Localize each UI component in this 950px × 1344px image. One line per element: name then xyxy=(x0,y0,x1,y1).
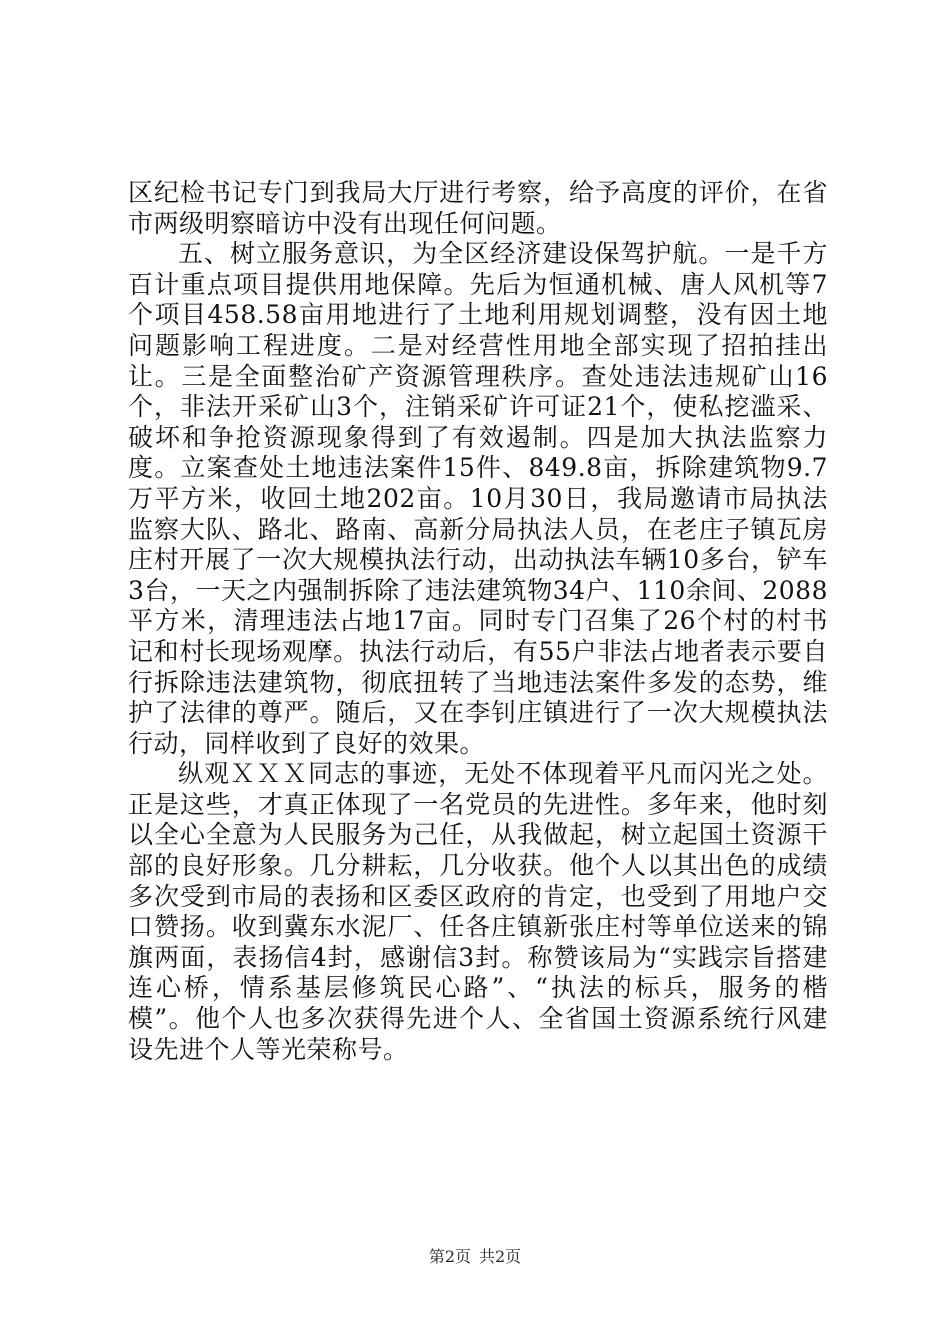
paragraph-continued: 区纪检书记专门到我局大厅进行考察，给予高度的评价，在省市两级明察暗访中没有出现任何问题。 xyxy=(128,178,828,238)
paragraph-summary: 纵观ＸＸＸ同志的事迹，无处不体现着平凡而闪光之处。正是这些，才真正体现了一名党员的先进性。多年来，他时刻以全心全意为人民服务为己任，从我做起，树立起国土资源干部的良好形象。几分耕耘，几分收获。他个人以其出色的成绩多次受到市局的表扬和区委区政府的肯定，也受到了用地户交口赞扬。收到冀东水泥厂、任各庄镇新张庄村等单位送来的锦旗两面，表扬信4封，感谢信3封。称赞该局为“实践宗旨搭建连心桥，情系基层修筑民心路”、“执法的标兵，服务的楷模”。他个人也多次获得先进个人、全省国土资源系统行风建设先进个人等光荣称号。 xyxy=(128,759,828,1064)
page-total: 共2页 xyxy=(479,1247,522,1266)
page-footer xyxy=(0,1247,950,1267)
paragraph-service-awareness: 五、树立服务意识，为全区经济建设保驾护航。一是千方百计重点项目提供用地保障。先后为恒通机械、唐人风机等7个项目458.58亩用地进行了土地利用规划调整，没有因土地问题影响工程进度。二是对经营性用地全部实现了招拍挂出让。三是全面整治矿产资源管理秩序。查处违法违规矿山16个，非法开采矿山3个，注销采矿许可证21个，使私挖滥采、破坏和争抢资源现象得到了有效遏制。四是加大执法监察力度。立案查处土地违法案件15件、849.8亩，拆除建筑物9.7万平方米，收回土地202亩。10月30日，我局邀请市局执法监察大队、路北、路南、高新分局执法人员，在老庄子镇瓦房庄村开展了一次大规模执法行动，出动执法车辆10多台，铲车3台，一天之内强制拆除了违法建筑物34户、110余间、2088平方米，清理违法占地17亩。同时专门召集了26个村的村书记和村长现场观摩。执法行动后，有55户非法占地者表示要自行拆除违法建筑物，彻底扭转了当地违法案件多发的态势，维护了法律的尊严。随后，又在李钊庄镇进行了一次大规模执法行动，同样收到了良好的效果。 xyxy=(128,239,828,758)
page-number: 第2页 xyxy=(428,1247,471,1266)
document-body xyxy=(128,178,828,1065)
